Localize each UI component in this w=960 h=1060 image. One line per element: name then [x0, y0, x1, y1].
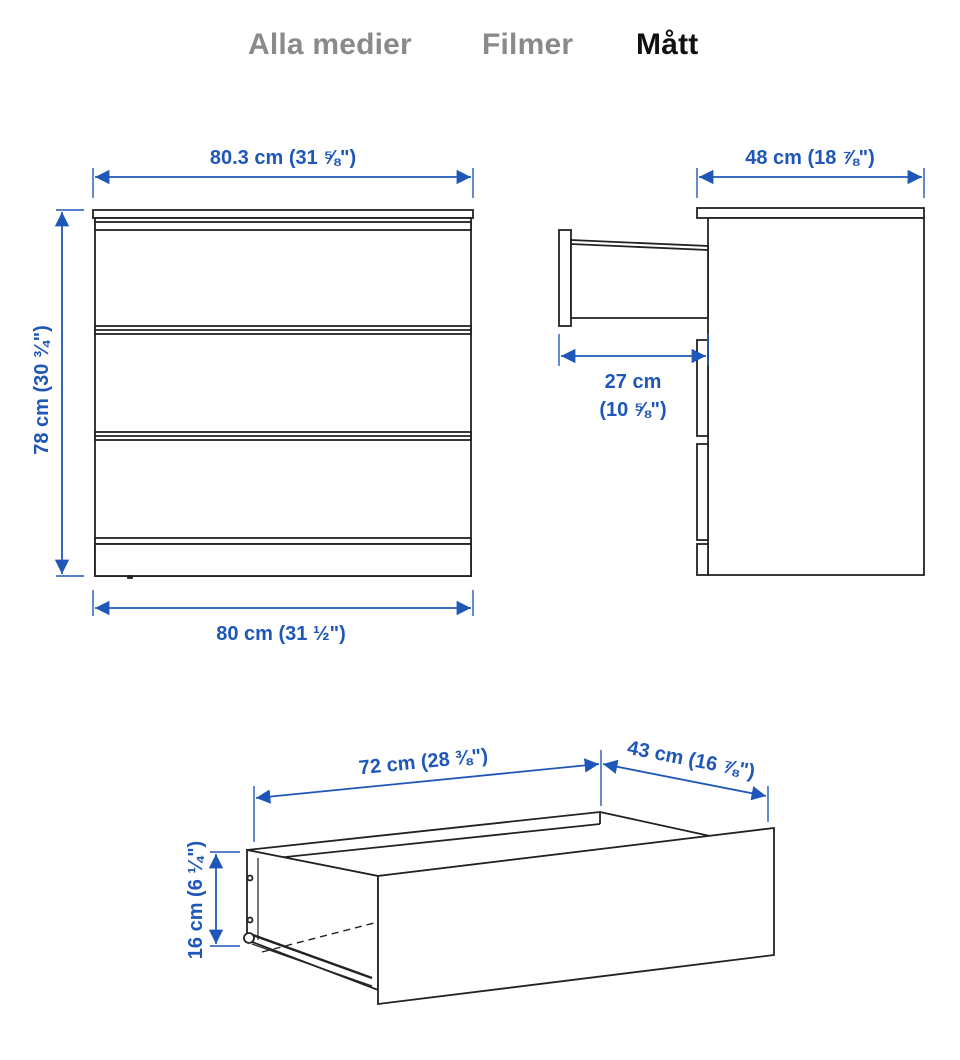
tab-all-media[interactable]: Alla medier [248, 28, 412, 61]
tab-dimensions[interactable]: Mått [636, 28, 699, 61]
drawer-perspective [244, 812, 774, 1004]
drawer-height-dimension [185, 841, 240, 959]
front-view-dresser [93, 210, 473, 578]
drawer-width-label: 72 cm (28 ⅜") [357, 744, 489, 780]
side-depth-dimension [697, 147, 924, 198]
drawer-height-label: 16 cm (6 ¼") [185, 840, 207, 960]
front-top-width-dimension [93, 147, 473, 198]
drawer-extension-label-cm: 27 cm [604, 371, 662, 393]
drawer-extension-label-in: (10 ⅝") [599, 399, 667, 421]
side-depth-label: 48 cm (18 ⅞") [745, 147, 875, 169]
drawer-depth-label: 43 cm (16 ⅞") [625, 736, 757, 784]
front-top-width-label: 80.3 cm (31 ⅝") [209, 147, 357, 169]
front-bottom-width-label: 80 cm (31 ½") [216, 623, 346, 645]
front-bottom-width-dimension [93, 590, 473, 645]
drawer-depth-dimension [603, 737, 768, 822]
tab-films[interactable]: Filmer [482, 28, 574, 61]
front-height-label: 78 cm (30 ¾") [31, 325, 53, 455]
drawer-extension-dimension [559, 334, 708, 421]
front-height-dimension [31, 210, 84, 576]
